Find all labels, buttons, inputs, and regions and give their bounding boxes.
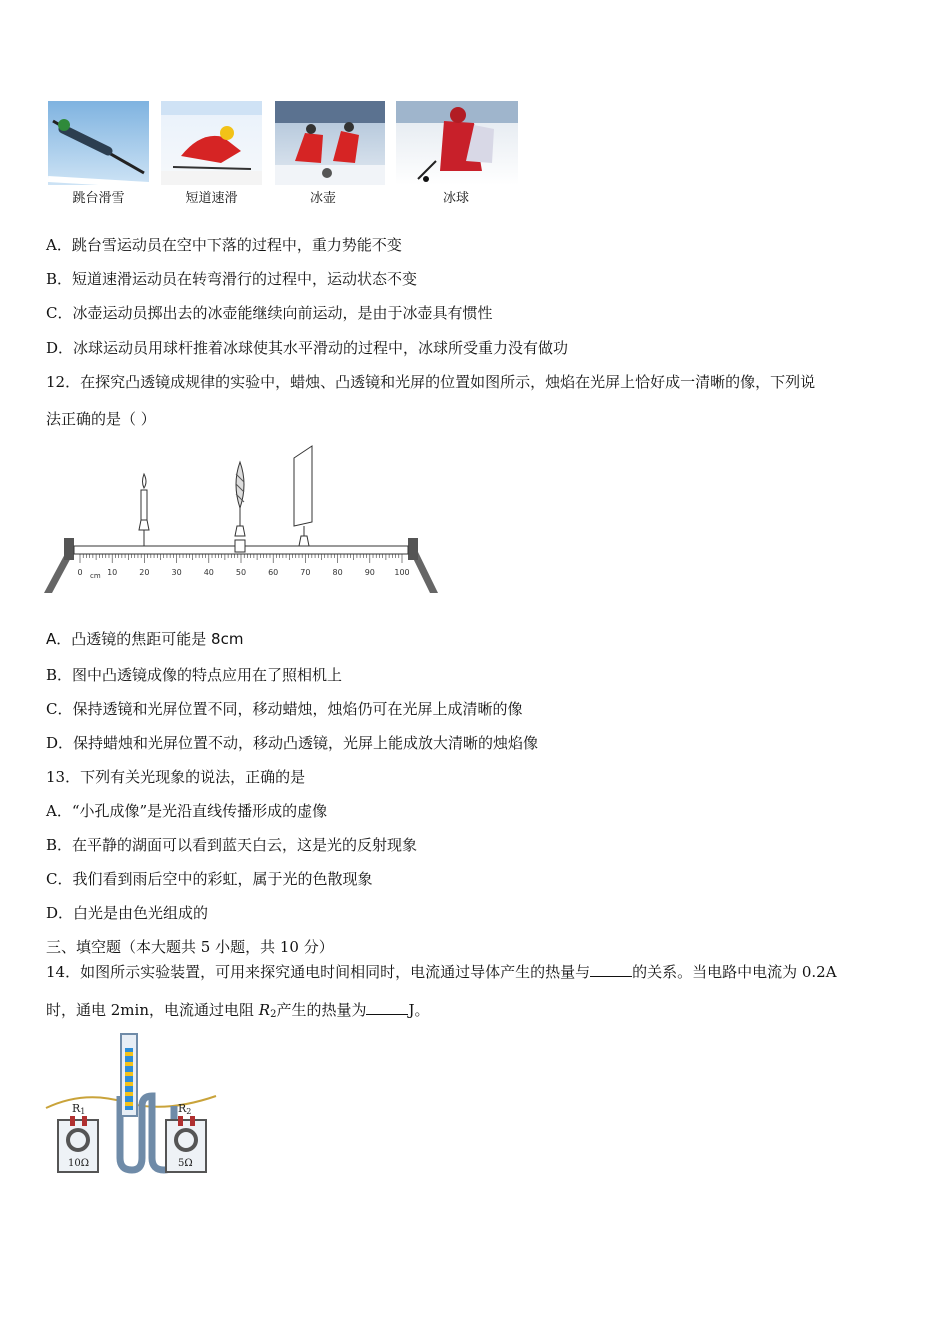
q12-option-a: A．凸透镜的焦距可能是 8cm — [46, 630, 244, 648]
scale-label: 40 — [203, 568, 214, 577]
q13-option-b: B．在平静的湖面可以看到蓝天白云，这是光的反射现象 — [46, 836, 418, 854]
resistor-symbol: R — [258, 1001, 271, 1019]
scale-label: 100 — [394, 568, 410, 577]
bench-unit-label: cm — [90, 572, 101, 580]
candle — [139, 474, 149, 546]
scale-label: 20 — [139, 568, 150, 577]
bench-left-end — [64, 538, 74, 560]
section-heading: 三、填空题（本大题共 5 小题，共 10 分） — [46, 938, 334, 956]
photo-caption: 短道速滑 — [185, 191, 238, 206]
q14-stem-line1 — [46, 962, 837, 982]
photo-speed-skating — [161, 101, 262, 185]
light-screen — [294, 446, 312, 546]
scale-label: 60 — [268, 568, 279, 577]
q12-option-c: C．保持透镜和光屏位置不同，移动蜡烛，烛焰仍可在光屏上成清晰的像 — [46, 700, 523, 718]
q11-option-b: B．短道速滑运动员在转弯滑行的过程中，运动状态不变 — [46, 270, 418, 288]
q14-text: 14．如图所示实验装置，可用来探究通电时间相同时，电流通过导体产生的热量与 — [46, 963, 591, 981]
r1-value: 10Ω — [68, 1158, 90, 1169]
scale-label: 0 — [77, 568, 83, 577]
q14-text: 时，通电 2min，电流通过电阻 — [46, 1001, 259, 1019]
q13-stem: 13．下列有关光现象的说法，正确的是 — [46, 768, 306, 786]
q12-option-b: B．图中凸透镜成像的特点应用在了照相机上 — [46, 666, 343, 684]
q14-text: 产生的热量为 — [276, 1001, 367, 1019]
r2-label: R2 — [178, 1102, 192, 1116]
q13-option-a: A．“小孔成像”是光沿直线传播形成的虚像 — [46, 802, 328, 820]
photo-caption: 冰壶 — [309, 191, 336, 206]
ski-jumper-figure — [48, 101, 149, 185]
scale-label: 50 — [235, 568, 247, 577]
scale-label: 70 — [300, 568, 311, 577]
ice-hockey-figure — [396, 101, 518, 185]
photo-caption: 冰球 — [442, 191, 469, 206]
scale-label: 10 — [107, 568, 118, 577]
scale-label: 30 — [171, 568, 182, 577]
q14-stem-line2 — [46, 1000, 429, 1025]
speed-skater-figure — [161, 101, 262, 185]
answer-blank[interactable] — [366, 1000, 408, 1015]
q14-text: 的关系。当电路中电流为 0.2A — [632, 963, 837, 981]
photo-caption: 跳台滑雪 — [72, 191, 125, 206]
q12-option-d: D．保持蜡烛和光屏位置不动，移动凸透镜，光屏上能成放大清晰的烛焰像 — [46, 734, 539, 752]
r2-value: 5Ω — [178, 1158, 193, 1169]
q13-option-d: D．白光是由色光组成的 — [46, 904, 209, 922]
photo-curling — [275, 101, 385, 185]
joule-heating-apparatus — [44, 1032, 224, 1178]
q13-option-c: C．我们看到雨后空中的彩虹，属于光的色散现象 — [46, 870, 373, 888]
liquid-column — [125, 1048, 133, 1110]
scale-label: 90 — [364, 568, 375, 577]
curling-figure — [275, 101, 385, 185]
r1-label: R1 — [72, 1102, 86, 1116]
optical-bench-figure — [40, 440, 440, 600]
photo-ice-hockey — [396, 101, 518, 185]
q11-option-c: C．冰壶运动员掷出去的冰壶能继续向前运动，是由于冰壶具有惯性 — [46, 304, 493, 322]
q12-stem-line1: 12．在探究凸透镜成规律的实验中，蜡烛、凸透镜和光屏的位置如图所示，烛焰在光屏上恰好成一清晰的像，下列说 — [46, 373, 816, 391]
bench-right-end — [408, 538, 418, 560]
photo-ski-jumping — [48, 101, 149, 185]
scale-label: 80 — [332, 568, 343, 577]
q12-stem-line2: 法正确的是（ ） — [46, 410, 156, 428]
bench-scale — [77, 554, 409, 577]
q11-option-d: D．冰球运动员用球杆推着冰球使其水平滑动的过程中，冰球所受重力没有做功 — [46, 339, 569, 357]
answer-blank[interactable] — [590, 962, 632, 977]
convex-lens — [235, 462, 245, 552]
q14-text: J。 — [408, 1001, 430, 1019]
resistor-subscript: 2 — [270, 1009, 277, 1020]
q11-option-a: A．跳台雪运动员在空中下落的过程中，重力势能不变 — [46, 236, 402, 254]
